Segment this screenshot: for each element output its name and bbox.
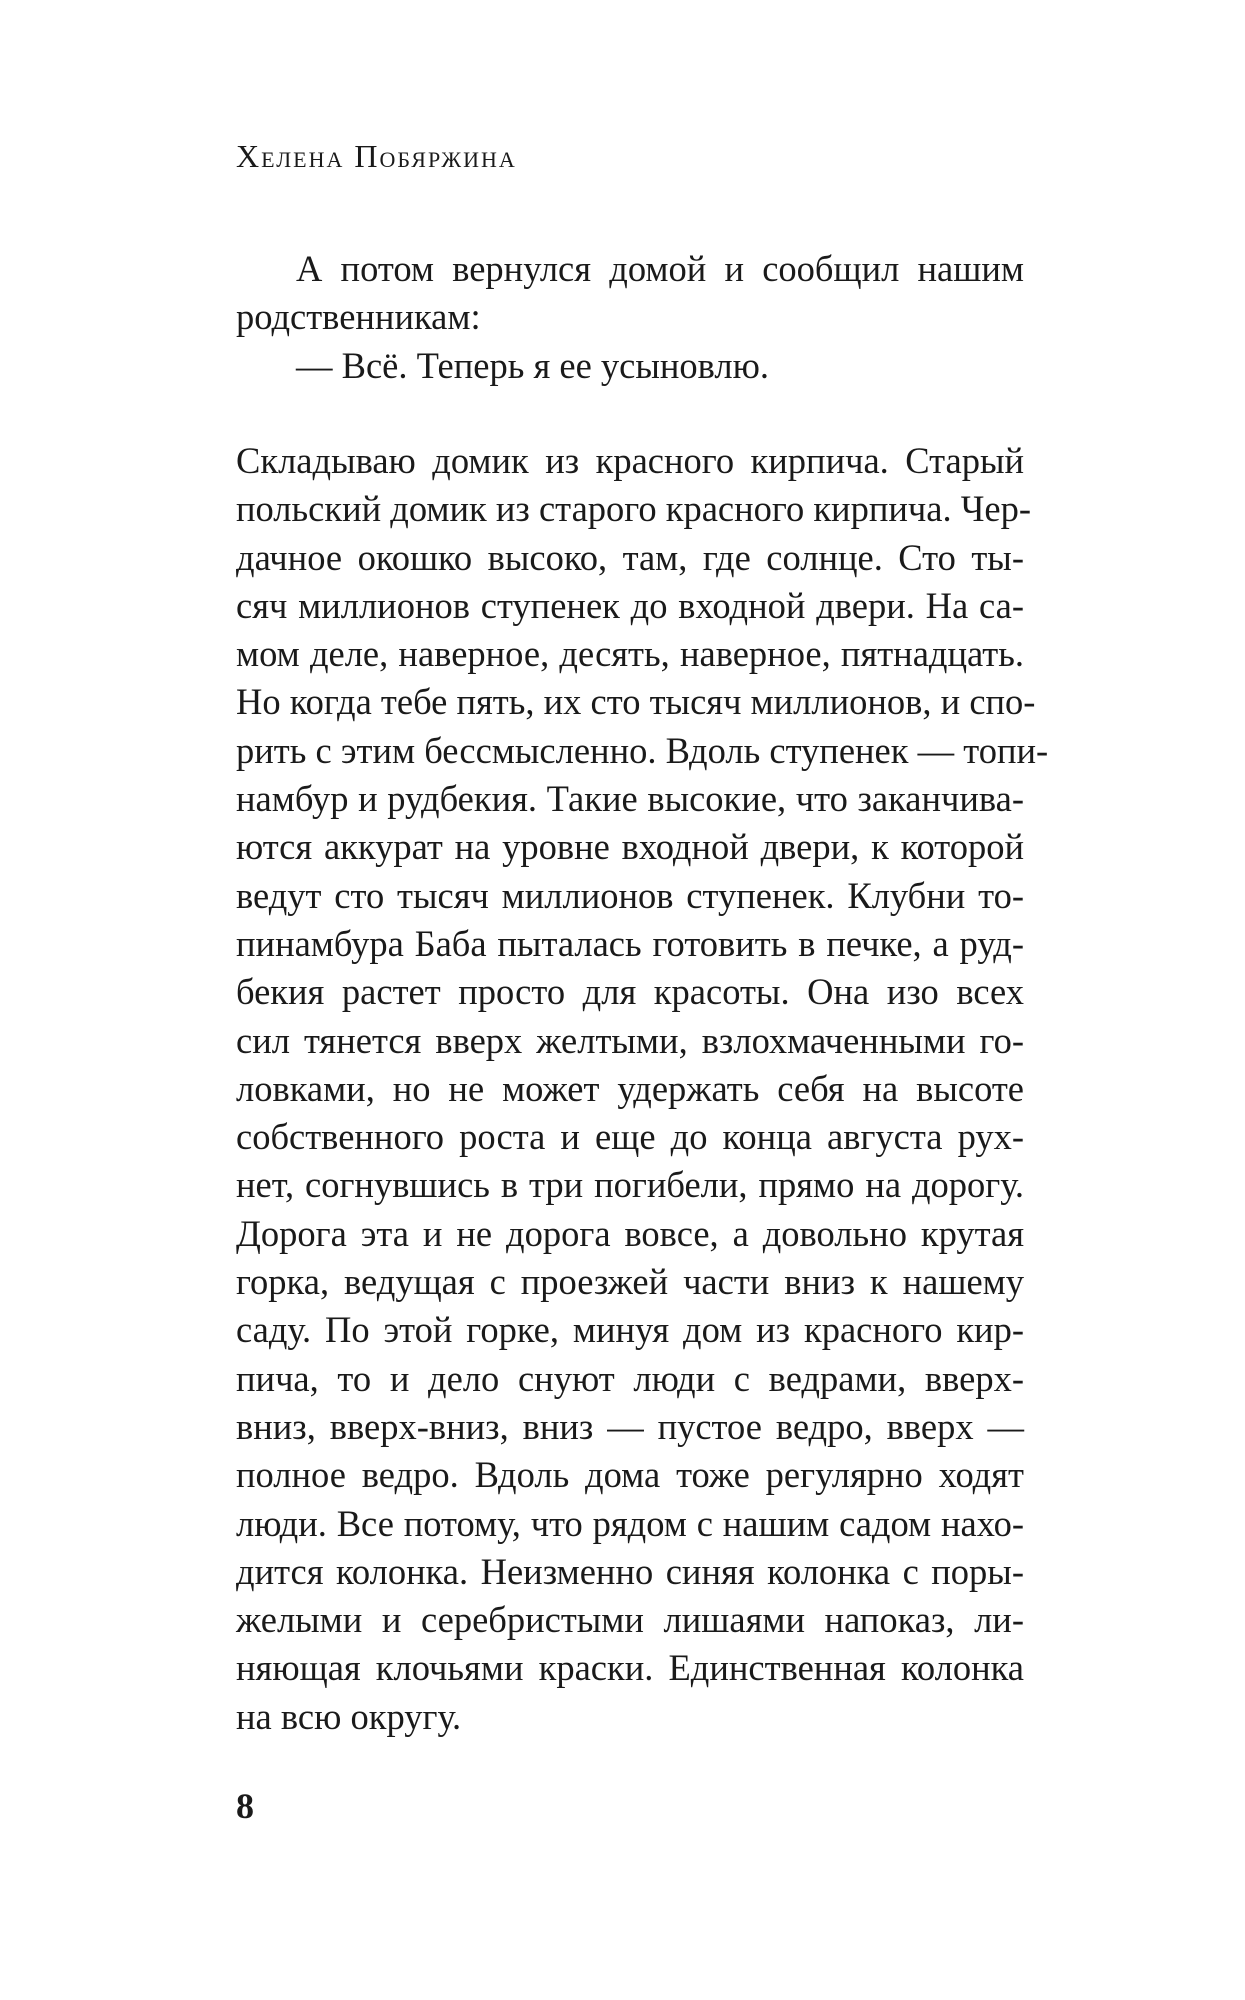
paragraph-line: мом деле, наверное, десять, наверное, пятнадцать. — [236, 633, 1024, 675]
paragraph-line: пича, то и дело снуют люди с ведрами, вверх- — [236, 1357, 1024, 1399]
dialogue-line: — Всё. Теперь я ее усыновлю. — [296, 344, 770, 386]
paragraph-line: рить с этим бессмысленно. Вдоль ступенек — топи- — [236, 729, 1049, 771]
paragraph-line: няющая клочьями краски. Единственная колонка — [236, 1647, 1024, 1689]
paragraph-line: дачное окошко высоко, там, где солнце. Сто ты- — [236, 536, 1024, 578]
dialogue-line: родственникам: — [236, 296, 481, 338]
paragraph-line: горка, ведущая с проезжей части вниз к нашему — [236, 1261, 1024, 1303]
paragraph-line: Но когда тебе пять, их сто тысяч миллионов, и спо- — [236, 681, 1036, 723]
paragraph-line: пинамбура Баба пыталась готовить в печке, а руд- — [236, 922, 1024, 964]
paragraph-line: на всю округу. — [236, 1695, 462, 1737]
paragraph-line: ловками, но не может удержать себя на высоте — [236, 1067, 1024, 1109]
main-paragraph — [236, 437, 1049, 1741]
paragraph-line: Дорога эта и не дорога вовсе, а довольно крутая — [236, 1212, 1024, 1254]
paragraph-line: намбур и рудбекия. Такие высокие, что заканчива- — [236, 778, 1024, 820]
paragraph-line: саду. По этой горке, минуя дом из красного кир- — [236, 1309, 1024, 1351]
page-number: 8 — [236, 1786, 254, 1826]
paragraph-line: полное ведро. Вдоль дома тоже регулярно ходят — [236, 1454, 1024, 1496]
paragraph-line: сяч миллионов ступенек до входной двери. На са- — [236, 584, 1024, 626]
paragraph-line: ются аккурат на уровне входной двери, к которой — [236, 826, 1024, 868]
paragraph-line: дится колонка. Неизменно синяя колонка с поры- — [236, 1550, 1024, 1592]
paragraph-line: люди. Все потому, что рядом с нашим садом нахо- — [236, 1502, 1024, 1544]
paragraph-line: нет, согнувшись в три погибели, прямо на дорогу. — [236, 1164, 1024, 1206]
paragraph-line: ведут сто тысяч миллионов ступенек. Клубни то- — [236, 874, 1024, 916]
running-head: Хелена Побяржина — [236, 138, 517, 174]
paragraph-line: Складываю домик из красного кирпича. Старый — [236, 440, 1024, 481]
paragraph-line: желыми и серебристыми лишаями напоказ, ли- — [236, 1599, 1024, 1641]
dialogue-line: А потом вернулся домой и сообщил нашим — [296, 248, 1024, 289]
paragraph-line: вниз, вверх-вниз, вниз — пустое ведро, вверх — — [236, 1405, 1024, 1447]
dialogue-block — [236, 245, 1024, 390]
paragraph-line: сил тянется вверх желтыми, взлохмаченными го- — [236, 1019, 1024, 1061]
paragraph-line: польский домик из старого красного кирпича. Чер- — [236, 488, 1032, 530]
paragraph-line: бекия растет просто для красоты. Она изо всех — [236, 971, 1024, 1013]
paragraph-line: собственного роста и еще до конца августа рух- — [236, 1116, 1024, 1158]
